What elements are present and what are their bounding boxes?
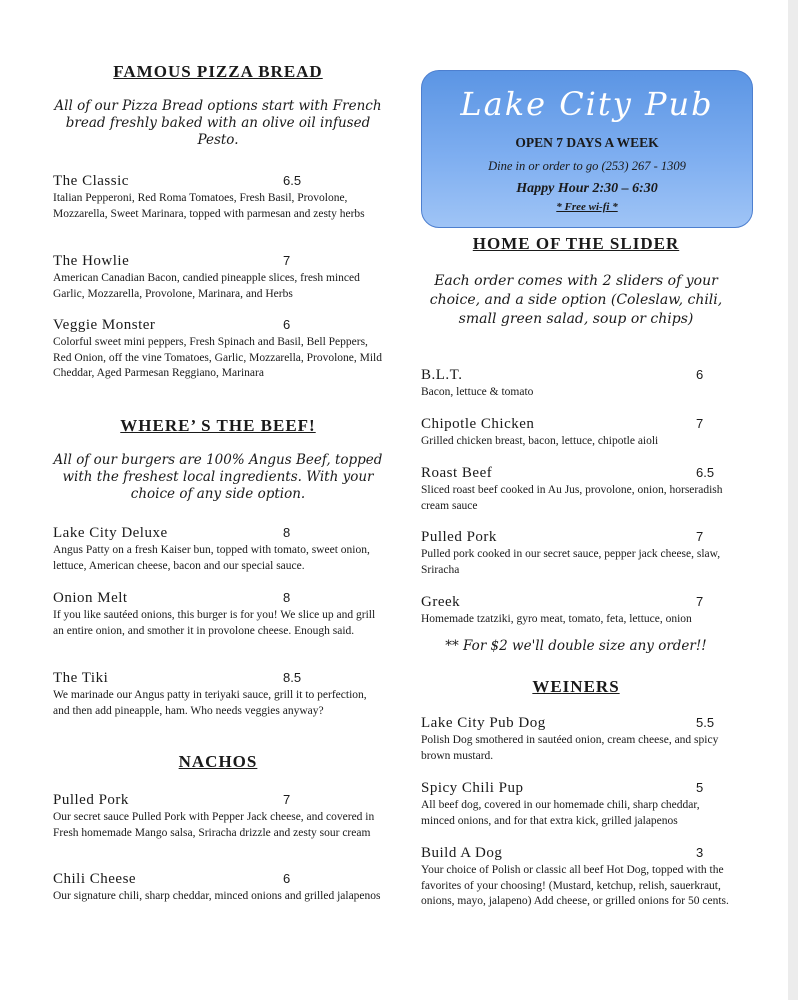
menu-item bbox=[421, 415, 731, 450]
item-name: Build A Dog bbox=[421, 845, 503, 861]
beef-intro: All of our burgers are 100% Angus Beef, topped with the freshest local ingredients. With your choice of any side option. bbox=[53, 452, 383, 502]
menu-item bbox=[53, 524, 383, 574]
item-price: 7 bbox=[696, 594, 704, 609]
item-description: Bacon, lettuce & tomato bbox=[421, 386, 534, 398]
page-edge-strip bbox=[788, 0, 798, 1000]
item-description: Colorful sweet mini peppers, Fresh Spinach and Basil, Bell Peppers, Red Onion, off the vine Tomatoes, Garlic, Mozzarella, Provolone, Mild Cheddar, Aged Parmesan Reggiano, Marinara bbox=[53, 336, 383, 379]
item-name: Lake City Pub Dog bbox=[421, 715, 546, 731]
item-description: Our signature chili, sharp cheddar, minced onions and grilled jalapenos bbox=[53, 890, 381, 902]
wifi-note: * Free wi-fi * bbox=[556, 201, 618, 213]
menu-item bbox=[53, 870, 383, 905]
item-description: Italian Pepperoni, Red Roma Tomatoes, Fresh Basil, Provolone, Mozzarella, Sweet Marinara, topped with parmesan and zesty herbs bbox=[53, 192, 365, 220]
menu-item bbox=[421, 528, 731, 578]
pub-banner bbox=[421, 70, 753, 228]
menu-item bbox=[421, 366, 731, 401]
item-name: The Howlie bbox=[53, 253, 130, 269]
double-size-note: ** For $2 we'll double size any order!! bbox=[445, 638, 707, 654]
item-name: Pulled Pork bbox=[421, 529, 497, 545]
open-hours: OPEN 7 DAYS A WEEK bbox=[515, 135, 659, 150]
item-description: American Canadian Bacon, candied pineapple slices, fresh minced Garlic, Mozzarella, Provolone, Marinara, and Herbs bbox=[53, 272, 360, 300]
item-name: The Tiki bbox=[53, 670, 109, 686]
pizza-section-title: FAMOUS PIZZA BREAD bbox=[113, 62, 323, 81]
item-price: 6 bbox=[283, 871, 291, 886]
menu-item bbox=[53, 791, 383, 841]
pub-name: Lake City Pub bbox=[460, 85, 714, 123]
item-price: 8 bbox=[283, 590, 291, 605]
item-description: Grilled chicken breast, bacon, lettuce, chipotle aioli bbox=[421, 435, 659, 447]
nachos-section-title: NACHOS bbox=[178, 752, 258, 771]
menu-item bbox=[421, 714, 731, 764]
menu-item bbox=[421, 464, 731, 514]
item-price: 6 bbox=[283, 317, 291, 332]
item-description: Our secret sauce Pulled Pork with Pepper Jack cheese, and covered in Fresh homemade Mango salsa, Sriracha drizzle and zesty sour cream bbox=[53, 811, 375, 839]
item-description: Sliced roast beef cooked in Au Jus, provolone, onion, horseradish cream sauce bbox=[421, 484, 723, 512]
item-description: Angus Patty on a fresh Kaiser bun, topped with tomato, sweet onion, lettuce, American cheese, bacon and our special sauce. bbox=[53, 544, 370, 572]
item-name: B.L.T. bbox=[421, 367, 463, 383]
item-price: 7 bbox=[696, 529, 704, 544]
item-price: 5 bbox=[696, 780, 704, 795]
item-description: We marinade our Angus patty in teriyaki sauce, grill it to perfection, and then add pineapple, ham. Who needs veggies anyway? bbox=[53, 689, 367, 717]
item-name: Spicy Chili Pup bbox=[421, 780, 524, 796]
item-name: Roast Beef bbox=[421, 465, 493, 481]
item-name: Onion Melt bbox=[53, 590, 128, 606]
item-name: Greek bbox=[421, 594, 461, 610]
item-name: Chipotle Chicken bbox=[421, 416, 535, 432]
item-price: 8 bbox=[283, 525, 291, 540]
item-description: Polish Dog smothered in sautéed onion, cream cheese, and spicy brown mustard. bbox=[421, 734, 719, 762]
item-price: 7 bbox=[696, 416, 704, 431]
item-price: 5.5 bbox=[696, 715, 715, 730]
item-price: 6.5 bbox=[696, 465, 715, 480]
menu-item bbox=[53, 172, 383, 222]
menu-item bbox=[53, 252, 383, 302]
menu-item bbox=[53, 669, 383, 719]
phone-line: Dine in or order to go (253) 267 - 1309 bbox=[488, 159, 686, 173]
item-name: The Classic bbox=[53, 173, 129, 189]
item-price: 3 bbox=[696, 845, 704, 860]
item-description: All beef dog, covered in our homemade chili, sharp cheddar, minced onions, and for that extra kick, grilled jalapenos bbox=[421, 799, 700, 827]
item-description: Homemade tzatziki, gyro meat, tomato, feta, lettuce, onion bbox=[421, 613, 692, 625]
menu-item bbox=[421, 844, 731, 910]
menu-item bbox=[421, 593, 731, 628]
item-name: Veggie Monster bbox=[53, 317, 156, 333]
item-price: 6 bbox=[696, 367, 704, 382]
menu-item bbox=[53, 316, 383, 382]
item-description: If you like sautéed onions, this burger is for you! We slice up and grill an entire onion, and smother it in provolone cheese. Enough said. bbox=[53, 609, 376, 637]
happy-hour: Happy Hour 2:30 – 6:30 bbox=[516, 181, 658, 196]
slider-intro: Each order comes with 2 sliders of your choice, and a side option (Coleslaw, chili, small green salad, soup or chips) bbox=[429, 273, 723, 327]
pizza-intro: All of our Pizza Bread options start with French bread freshly baked with an olive oil infused Pesto. bbox=[54, 98, 382, 148]
item-name: Pulled Pork bbox=[53, 792, 129, 808]
weiners-section-title: WEINERS bbox=[532, 677, 620, 696]
slider-section-title: HOME OF THE SLIDER bbox=[472, 234, 680, 253]
item-price: 7 bbox=[283, 253, 291, 268]
beef-section-title: WHERE’ S THE BEEF! bbox=[120, 416, 316, 435]
item-name: Chili Cheese bbox=[53, 871, 137, 887]
menu-item bbox=[53, 589, 383, 639]
item-description: Pulled pork cooked in our secret sauce, pepper jack cheese, slaw, Sriracha bbox=[421, 548, 721, 576]
item-description: Your choice of Polish or classic all beef Hot Dog, topped with the favorites of your choosing! (Mustard, ketchup, relish, sauerkraut, onions, mayo, jalapeno) Add cheese, or grilled onions for 50 cents. bbox=[421, 864, 729, 907]
item-price: 7 bbox=[283, 792, 291, 807]
item-name: Lake City Deluxe bbox=[53, 525, 168, 541]
item-price: 6.5 bbox=[283, 173, 302, 188]
item-price: 8.5 bbox=[283, 670, 302, 685]
menu-item bbox=[421, 779, 731, 829]
